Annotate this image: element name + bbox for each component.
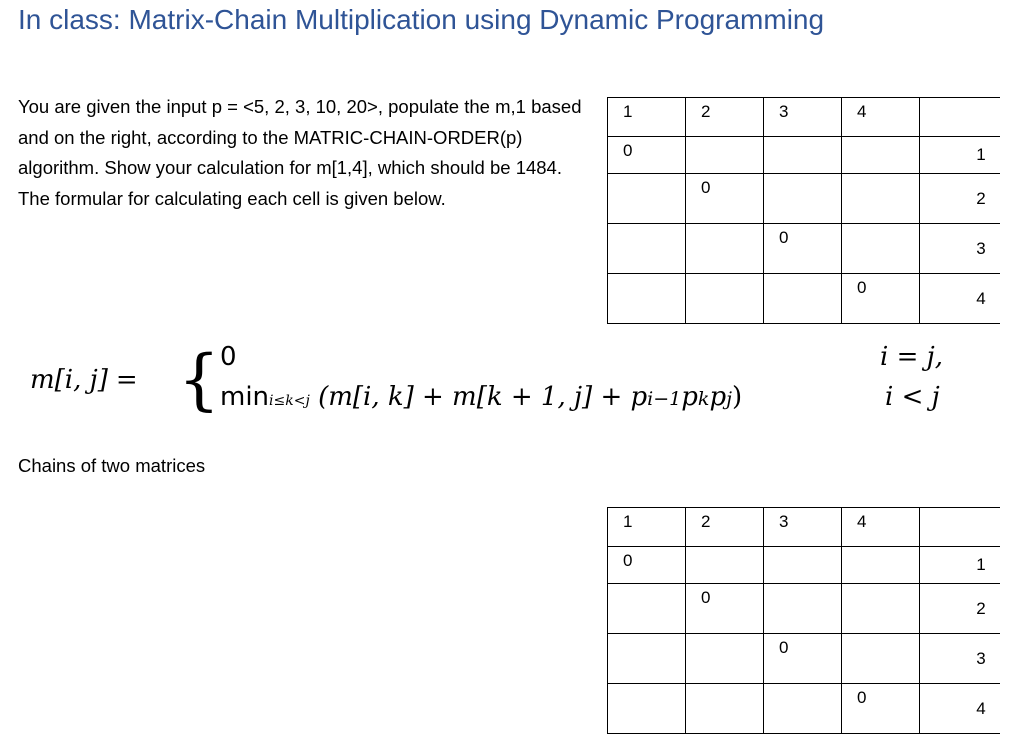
table-cell[interactable]: [608, 684, 686, 734]
table-cell[interactable]: [608, 274, 686, 324]
table-cell[interactable]: [686, 137, 764, 174]
page-title: In class: Matrix-Chain Multiplication using Dynamic Programming: [18, 4, 825, 35]
table-cell[interactable]: 0: [608, 137, 686, 174]
recurrence-formula: [30, 340, 1010, 430]
table-cell[interactable]: 0: [764, 224, 842, 274]
row-label: 2: [976, 188, 986, 208]
formula-case-base: 0: [220, 342, 237, 372]
header-cell: 3: [779, 102, 789, 121]
header-cell: 1: [623, 102, 633, 121]
table-cell[interactable]: [842, 137, 920, 174]
table-cell[interactable]: [842, 224, 920, 274]
table-cell[interactable]: [842, 584, 920, 634]
table-cell[interactable]: [686, 274, 764, 324]
row-label: 3: [976, 238, 986, 258]
table-cell[interactable]: [608, 174, 686, 224]
table-cell[interactable]: 0: [842, 274, 920, 324]
table-cell[interactable]: [764, 174, 842, 224]
instructions-paragraph: You are given the input p = <5, 2, 3, 10, 20>, populate the m,1 based and on the right, according to the MATRIC-CHAIN-ORDER(p) algorithm. Show your calculation for m[1,4], which should be 1484. The formular for calculating each cell is given below.: [18, 96, 582, 209]
table-cell[interactable]: [764, 684, 842, 734]
table-cell[interactable]: [764, 584, 842, 634]
table-cell[interactable]: [764, 547, 842, 584]
row-label: 3: [976, 648, 986, 668]
m-table-top: [607, 97, 1000, 324]
table-cell[interactable]: 0: [686, 174, 764, 224]
m-table-bottom: [607, 507, 1000, 734]
table-cell[interactable]: [608, 634, 686, 684]
table-cell[interactable]: [686, 634, 764, 684]
table-cell[interactable]: [686, 224, 764, 274]
header-cell: 2: [701, 102, 711, 121]
formula-case-recursive: mini≤k<j (m[i, k] + m[k + 1, j] + pi−1pkpj): [220, 382, 743, 412]
formula-condition-recursive: i < j: [885, 382, 940, 412]
header-cell: 2: [701, 512, 711, 531]
table-cell[interactable]: [842, 174, 920, 224]
row-label: 4: [976, 698, 986, 718]
table-cell[interactable]: [686, 547, 764, 584]
row-label: 1: [976, 555, 986, 574]
formula-condition-base: i = j,: [880, 342, 943, 372]
table-cell[interactable]: 0: [842, 684, 920, 734]
table-cell[interactable]: [764, 274, 842, 324]
header-cell: 4: [857, 102, 867, 121]
header-cell: 1: [623, 512, 633, 531]
table-cell[interactable]: 0: [764, 634, 842, 684]
table-cell[interactable]: [764, 137, 842, 174]
table-cell[interactable]: [608, 584, 686, 634]
table-cell[interactable]: [686, 684, 764, 734]
left-brace: {: [178, 341, 220, 418]
table-cell[interactable]: 0: [686, 584, 764, 634]
row-label: 2: [976, 598, 986, 618]
header-cell: 3: [779, 512, 789, 531]
header-cell: 4: [857, 512, 867, 531]
formula-lhs: m[i, j] =: [30, 365, 138, 395]
row-label: 1: [976, 145, 986, 164]
section-label: Chains of two matrices: [18, 455, 206, 476]
table-cell[interactable]: [842, 634, 920, 684]
table-cell[interactable]: 0: [608, 547, 686, 584]
table-cell[interactable]: [608, 224, 686, 274]
table-cell[interactable]: [842, 547, 920, 584]
row-label: 4: [976, 288, 986, 308]
